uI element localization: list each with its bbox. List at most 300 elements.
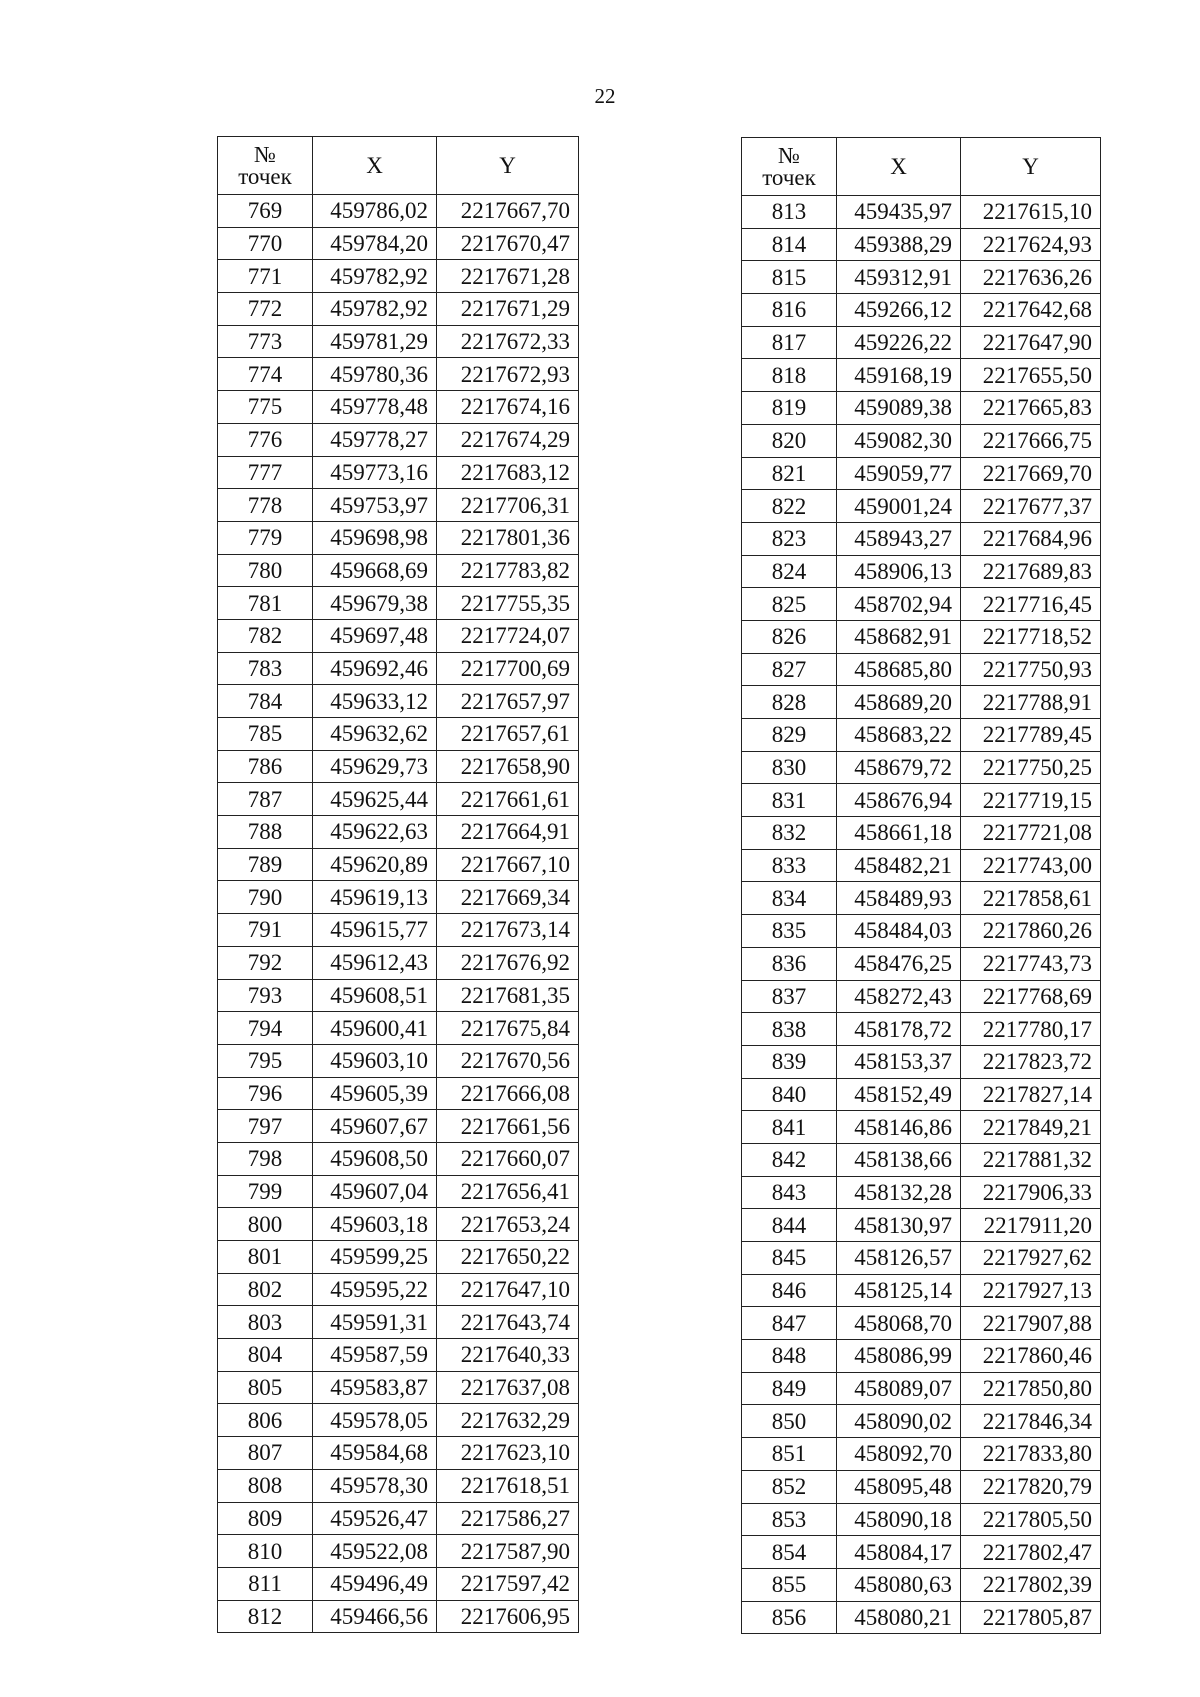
point-number-cell: 790 — [218, 881, 313, 914]
x-coordinate-cell: 459595,22 — [313, 1273, 437, 1306]
point-number-cell: 848 — [742, 1340, 837, 1373]
table-row — [218, 619, 579, 652]
point-number-cell: 769 — [218, 195, 313, 228]
y-coordinate-cell: 2217647,10 — [437, 1273, 579, 1306]
y-coordinate-cell: 2217676,92 — [437, 946, 579, 979]
header-row — [218, 137, 579, 195]
header-point-number — [218, 137, 313, 195]
table-row — [218, 1469, 579, 1502]
point-number-cell: 785 — [218, 718, 313, 751]
y-coordinate-cell: 2217637,08 — [437, 1371, 579, 1404]
table-row — [742, 1143, 1101, 1176]
point-number-cell: 837 — [742, 980, 837, 1013]
x-coordinate-cell: 459312,91 — [837, 261, 961, 294]
point-number-cell: 803 — [218, 1306, 313, 1339]
x-coordinate-cell: 459629,73 — [313, 750, 437, 783]
table-row — [218, 816, 579, 849]
y-coordinate-cell: 2217788,91 — [961, 686, 1101, 719]
x-coordinate-cell: 459620,89 — [313, 848, 437, 881]
table-row — [742, 1307, 1101, 1340]
table-row — [742, 424, 1101, 457]
table-row — [742, 1111, 1101, 1144]
y-coordinate-cell: 2217700,69 — [437, 652, 579, 685]
y-coordinate-cell: 2217642,68 — [961, 294, 1101, 327]
point-number-cell: 806 — [218, 1404, 313, 1437]
x-coordinate-cell: 458132,28 — [837, 1176, 961, 1209]
point-number-cell: 793 — [218, 979, 313, 1012]
point-number-cell: 809 — [218, 1502, 313, 1535]
y-coordinate-cell: 2217846,34 — [961, 1405, 1101, 1438]
y-coordinate-cell: 2217618,51 — [437, 1469, 579, 1502]
y-coordinate-cell: 2217665,83 — [961, 392, 1101, 425]
x-coordinate-cell: 458089,07 — [837, 1372, 961, 1405]
x-coordinate-cell: 458086,99 — [837, 1340, 961, 1373]
point-number-cell: 855 — [742, 1568, 837, 1601]
table-row — [742, 555, 1101, 588]
point-number-cell: 784 — [218, 685, 313, 718]
point-number-cell: 788 — [218, 816, 313, 849]
table-row — [218, 1404, 579, 1437]
point-number-cell: 815 — [742, 261, 837, 294]
table-row — [742, 196, 1101, 229]
table-row — [742, 980, 1101, 1013]
y-coordinate-cell: 2217927,62 — [961, 1242, 1101, 1275]
y-coordinate-cell: 2217650,22 — [437, 1241, 579, 1274]
table-row — [218, 1371, 579, 1404]
point-number-cell: 817 — [742, 326, 837, 359]
x-coordinate-cell: 459612,43 — [313, 946, 437, 979]
x-coordinate-cell: 459526,47 — [313, 1502, 437, 1535]
y-coordinate-cell: 2217907,88 — [961, 1307, 1101, 1340]
table-row — [742, 392, 1101, 425]
table-row — [218, 1339, 579, 1372]
x-coordinate-cell: 459001,24 — [837, 490, 961, 523]
point-number-cell: 852 — [742, 1470, 837, 1503]
point-number-cell: 836 — [742, 947, 837, 980]
y-coordinate-cell: 2217671,29 — [437, 293, 579, 326]
point-number-cell: 846 — [742, 1274, 837, 1307]
point-number-cell: 831 — [742, 784, 837, 817]
point-number-cell: 828 — [742, 686, 837, 719]
x-coordinate-cell: 459168,19 — [837, 359, 961, 392]
x-coordinate-cell: 459583,87 — [313, 1371, 437, 1404]
table-row — [218, 456, 579, 489]
table-row — [742, 1568, 1101, 1601]
x-coordinate-cell: 459619,13 — [313, 881, 437, 914]
y-coordinate-cell: 2217597,42 — [437, 1567, 579, 1600]
y-coordinate-cell: 2217827,14 — [961, 1078, 1101, 1111]
x-coordinate-cell: 459781,29 — [313, 325, 437, 358]
header-x: X — [837, 138, 961, 196]
y-coordinate-cell: 2217664,91 — [437, 816, 579, 849]
y-coordinate-cell: 2217675,84 — [437, 1012, 579, 1045]
x-coordinate-cell: 458153,37 — [837, 1045, 961, 1078]
y-coordinate-cell: 2217661,56 — [437, 1110, 579, 1143]
point-number-cell: 792 — [218, 946, 313, 979]
table-row — [742, 1340, 1101, 1373]
table-row — [742, 1438, 1101, 1471]
point-number-cell: 779 — [218, 521, 313, 554]
header-number-sign: № — [254, 141, 276, 167]
x-coordinate-cell: 458178,72 — [837, 1013, 961, 1046]
y-coordinate-cell: 2217658,90 — [437, 750, 579, 783]
y-coordinate-cell: 2217677,37 — [961, 490, 1101, 523]
y-coordinate-cell: 2217669,34 — [437, 881, 579, 914]
x-coordinate-cell: 458146,86 — [837, 1111, 961, 1144]
point-number-cell: 796 — [218, 1077, 313, 1110]
table-row — [742, 1601, 1101, 1634]
table-row — [742, 784, 1101, 817]
point-number-cell: 818 — [742, 359, 837, 392]
x-coordinate-cell: 459773,16 — [313, 456, 437, 489]
x-coordinate-cell: 458676,94 — [837, 784, 961, 817]
x-coordinate-cell: 459578,05 — [313, 1404, 437, 1437]
table-row — [218, 423, 579, 456]
table-row — [218, 718, 579, 751]
table-row — [218, 521, 579, 554]
x-coordinate-cell: 459679,38 — [313, 587, 437, 620]
x-coordinate-cell: 459605,39 — [313, 1077, 437, 1110]
table-row — [742, 1242, 1101, 1275]
x-coordinate-cell: 459059,77 — [837, 457, 961, 490]
y-coordinate-cell: 2217655,50 — [961, 359, 1101, 392]
y-coordinate-cell: 2217743,73 — [961, 947, 1101, 980]
point-number-cell: 782 — [218, 619, 313, 652]
table-row — [218, 1044, 579, 1077]
point-number-cell: 794 — [218, 1012, 313, 1045]
point-number-cell: 813 — [742, 196, 837, 229]
y-coordinate-cell: 2217674,16 — [437, 391, 579, 424]
table-row — [742, 359, 1101, 392]
table-row — [218, 946, 579, 979]
header-number-sign: № — [778, 142, 800, 168]
point-number-cell: 856 — [742, 1601, 837, 1634]
x-coordinate-cell: 458702,94 — [837, 588, 961, 621]
table-row — [218, 914, 579, 947]
y-coordinate-cell: 2217673,14 — [437, 914, 579, 947]
y-coordinate-cell: 2217906,33 — [961, 1176, 1101, 1209]
y-coordinate-cell: 2217606,95 — [437, 1600, 579, 1633]
point-number-cell: 780 — [218, 554, 313, 587]
y-coordinate-cell: 2217724,07 — [437, 619, 579, 652]
y-coordinate-cell: 2217755,35 — [437, 587, 579, 620]
x-coordinate-cell: 459780,36 — [313, 358, 437, 391]
table-row — [218, 587, 579, 620]
point-number-cell: 847 — [742, 1307, 837, 1340]
point-number-cell: 829 — [742, 719, 837, 752]
y-coordinate-cell: 2217823,72 — [961, 1045, 1101, 1078]
point-number-cell: 798 — [218, 1142, 313, 1175]
table-row — [218, 1437, 579, 1470]
x-coordinate-cell: 459753,97 — [313, 489, 437, 522]
x-coordinate-cell: 458682,91 — [837, 620, 961, 653]
x-coordinate-cell: 459266,12 — [837, 294, 961, 327]
table-row — [742, 1470, 1101, 1503]
point-number-cell: 805 — [218, 1371, 313, 1404]
point-number-cell: 851 — [742, 1438, 837, 1471]
point-number-cell: 830 — [742, 751, 837, 784]
point-number-cell: 789 — [218, 848, 313, 881]
x-coordinate-cell: 459600,41 — [313, 1012, 437, 1045]
x-coordinate-cell: 459698,98 — [313, 521, 437, 554]
y-coordinate-cell: 2217615,10 — [961, 196, 1101, 229]
x-coordinate-cell: 459599,25 — [313, 1241, 437, 1274]
table-row — [218, 227, 579, 260]
y-coordinate-cell: 2217802,39 — [961, 1568, 1101, 1601]
x-coordinate-cell: 459607,04 — [313, 1175, 437, 1208]
point-number-cell: 807 — [218, 1437, 313, 1470]
header-points-word: точек — [762, 164, 816, 190]
y-coordinate-cell: 2217858,61 — [961, 882, 1101, 915]
table-row — [742, 719, 1101, 752]
table-row — [218, 358, 579, 391]
table-row — [218, 848, 579, 881]
point-number-cell: 799 — [218, 1175, 313, 1208]
coordinates-table-right — [741, 137, 1101, 1634]
y-coordinate-cell: 2217587,90 — [437, 1535, 579, 1568]
x-coordinate-cell: 459603,18 — [313, 1208, 437, 1241]
point-number-cell: 777 — [218, 456, 313, 489]
table-row — [742, 261, 1101, 294]
x-coordinate-cell: 458906,13 — [837, 555, 961, 588]
y-coordinate-cell: 2217805,50 — [961, 1503, 1101, 1536]
table-row — [218, 554, 579, 587]
table-row — [742, 915, 1101, 948]
x-coordinate-cell: 459591,31 — [313, 1306, 437, 1339]
table-row — [218, 1175, 579, 1208]
table-row — [218, 1535, 579, 1568]
y-coordinate-cell: 2217750,25 — [961, 751, 1101, 784]
y-coordinate-cell: 2217801,36 — [437, 521, 579, 554]
header-row — [742, 138, 1101, 196]
x-coordinate-cell: 459625,44 — [313, 783, 437, 816]
x-coordinate-cell: 458095,48 — [837, 1470, 961, 1503]
point-number-cell: 819 — [742, 392, 837, 425]
x-coordinate-cell: 458661,18 — [837, 817, 961, 850]
point-number-cell: 795 — [218, 1044, 313, 1077]
y-coordinate-cell: 2217689,83 — [961, 555, 1101, 588]
y-coordinate-cell: 2217681,35 — [437, 979, 579, 1012]
table-row — [218, 1567, 579, 1600]
table-row — [742, 588, 1101, 621]
y-coordinate-cell: 2217661,61 — [437, 783, 579, 816]
table-row — [218, 1142, 579, 1175]
x-coordinate-cell: 459082,30 — [837, 424, 961, 457]
y-coordinate-cell: 2217860,46 — [961, 1340, 1101, 1373]
point-number-cell: 832 — [742, 817, 837, 850]
table-row — [218, 750, 579, 783]
y-coordinate-cell: 2217683,12 — [437, 456, 579, 489]
x-coordinate-cell: 459668,69 — [313, 554, 437, 587]
y-coordinate-cell: 2217849,21 — [961, 1111, 1101, 1144]
y-coordinate-cell: 2217750,93 — [961, 653, 1101, 686]
table-row — [218, 652, 579, 685]
table-row — [742, 882, 1101, 915]
table-row — [218, 685, 579, 718]
table-row — [742, 1013, 1101, 1046]
x-coordinate-cell: 459778,48 — [313, 391, 437, 424]
x-coordinate-cell: 459089,38 — [837, 392, 961, 425]
point-number-cell: 770 — [218, 227, 313, 260]
point-number-cell: 802 — [218, 1273, 313, 1306]
point-number-cell: 787 — [218, 783, 313, 816]
x-coordinate-cell: 458272,43 — [837, 980, 961, 1013]
x-coordinate-cell: 458685,80 — [837, 653, 961, 686]
y-coordinate-cell: 2217667,70 — [437, 195, 579, 228]
table-row — [742, 457, 1101, 490]
point-number-cell: 811 — [218, 1567, 313, 1600]
y-coordinate-cell: 2217647,90 — [961, 326, 1101, 359]
table-row — [218, 1077, 579, 1110]
point-number-cell: 820 — [742, 424, 837, 457]
table-row — [742, 326, 1101, 359]
y-coordinate-cell: 2217743,00 — [961, 849, 1101, 882]
point-number-cell: 824 — [742, 555, 837, 588]
x-coordinate-cell: 459226,22 — [837, 326, 961, 359]
y-coordinate-cell: 2217881,32 — [961, 1143, 1101, 1176]
x-coordinate-cell: 459632,62 — [313, 718, 437, 751]
x-coordinate-cell: 459578,30 — [313, 1469, 437, 1502]
y-coordinate-cell: 2217927,13 — [961, 1274, 1101, 1307]
table-row — [742, 1209, 1101, 1242]
table-row — [742, 1078, 1101, 1111]
y-coordinate-cell: 2217666,75 — [961, 424, 1101, 457]
y-coordinate-cell: 2217640,33 — [437, 1339, 579, 1372]
y-coordinate-cell: 2217802,47 — [961, 1536, 1101, 1569]
point-number-cell: 827 — [742, 653, 837, 686]
x-coordinate-cell: 459522,08 — [313, 1535, 437, 1568]
y-coordinate-cell: 2217860,26 — [961, 915, 1101, 948]
y-coordinate-cell: 2217684,96 — [961, 522, 1101, 555]
x-coordinate-cell: 458482,21 — [837, 849, 961, 882]
x-coordinate-cell: 458683,22 — [837, 719, 961, 752]
point-number-cell: 816 — [742, 294, 837, 327]
x-coordinate-cell: 458130,97 — [837, 1209, 961, 1242]
table-row — [742, 751, 1101, 784]
point-number-cell: 849 — [742, 1372, 837, 1405]
table-row — [742, 1274, 1101, 1307]
table-row — [742, 817, 1101, 850]
table-row — [742, 620, 1101, 653]
point-number-cell: 825 — [742, 588, 837, 621]
point-number-cell: 835 — [742, 915, 837, 948]
point-number-cell: 800 — [218, 1208, 313, 1241]
point-number-cell: 773 — [218, 325, 313, 358]
y-coordinate-cell: 2217719,15 — [961, 784, 1101, 817]
table-row — [742, 1176, 1101, 1209]
table-row — [218, 1241, 579, 1274]
point-number-cell: 778 — [218, 489, 313, 522]
y-coordinate-cell: 2217657,97 — [437, 685, 579, 718]
point-number-cell: 833 — [742, 849, 837, 882]
table-row — [742, 522, 1101, 555]
x-coordinate-cell: 458092,70 — [837, 1438, 961, 1471]
point-number-cell: 834 — [742, 882, 837, 915]
y-coordinate-cell: 2217820,79 — [961, 1470, 1101, 1503]
y-coordinate-cell: 2217674,29 — [437, 423, 579, 456]
x-coordinate-cell: 459435,97 — [837, 196, 961, 229]
y-coordinate-cell: 2217669,70 — [961, 457, 1101, 490]
header-points-word: точек — [238, 163, 292, 189]
point-number-cell: 826 — [742, 620, 837, 653]
table-row — [742, 653, 1101, 686]
point-number-cell: 823 — [742, 522, 837, 555]
table-row — [742, 1536, 1101, 1569]
header-y: Y — [961, 138, 1101, 196]
y-coordinate-cell: 2217660,07 — [437, 1142, 579, 1175]
table-row — [742, 1372, 1101, 1405]
table-row — [742, 1045, 1101, 1078]
point-number-cell: 838 — [742, 1013, 837, 1046]
y-coordinate-cell: 2217670,56 — [437, 1044, 579, 1077]
x-coordinate-cell: 459782,92 — [313, 293, 437, 326]
x-coordinate-cell: 459633,12 — [313, 685, 437, 718]
y-coordinate-cell: 2217671,28 — [437, 260, 579, 293]
x-coordinate-cell: 459587,59 — [313, 1339, 437, 1372]
y-coordinate-cell: 2217911,20 — [961, 1209, 1101, 1242]
x-coordinate-cell: 458138,66 — [837, 1143, 961, 1176]
table-row — [218, 1306, 579, 1339]
x-coordinate-cell: 459466,56 — [313, 1600, 437, 1633]
point-number-cell: 844 — [742, 1209, 837, 1242]
point-number-cell: 841 — [742, 1111, 837, 1144]
point-number-cell: 797 — [218, 1110, 313, 1143]
header-point-number — [742, 138, 837, 196]
x-coordinate-cell: 459778,27 — [313, 423, 437, 456]
x-coordinate-cell: 459622,63 — [313, 816, 437, 849]
y-coordinate-cell: 2217657,61 — [437, 718, 579, 751]
table-row — [742, 686, 1101, 719]
x-coordinate-cell: 459692,46 — [313, 652, 437, 685]
point-number-cell: 775 — [218, 391, 313, 424]
point-number-cell: 774 — [218, 358, 313, 391]
y-coordinate-cell: 2217805,87 — [961, 1601, 1101, 1634]
table-row — [218, 783, 579, 816]
table-row — [742, 294, 1101, 327]
y-coordinate-cell: 2217716,45 — [961, 588, 1101, 621]
x-coordinate-cell: 458152,49 — [837, 1078, 961, 1111]
y-coordinate-cell: 2217643,74 — [437, 1306, 579, 1339]
y-coordinate-cell: 2217656,41 — [437, 1175, 579, 1208]
table-row — [218, 391, 579, 424]
x-coordinate-cell: 459782,92 — [313, 260, 437, 293]
header-x: X — [313, 137, 437, 195]
header-y: Y — [437, 137, 579, 195]
table-row — [218, 260, 579, 293]
y-coordinate-cell: 2217789,45 — [961, 719, 1101, 752]
point-number-cell: 810 — [218, 1535, 313, 1568]
y-coordinate-cell: 2217670,47 — [437, 227, 579, 260]
table-row — [742, 228, 1101, 261]
point-number-cell: 822 — [742, 490, 837, 523]
x-coordinate-cell: 458943,27 — [837, 522, 961, 555]
x-coordinate-cell: 459584,68 — [313, 1437, 437, 1470]
y-coordinate-cell: 2217667,10 — [437, 848, 579, 881]
x-coordinate-cell: 458068,70 — [837, 1307, 961, 1340]
x-coordinate-cell: 458126,57 — [837, 1242, 961, 1275]
page-number: 22 — [594, 84, 616, 108]
x-coordinate-cell: 459603,10 — [313, 1044, 437, 1077]
point-number-cell: 845 — [742, 1242, 837, 1275]
y-coordinate-cell: 2217783,82 — [437, 554, 579, 587]
table-row — [218, 1012, 579, 1045]
x-coordinate-cell: 459496,49 — [313, 1567, 437, 1600]
y-coordinate-cell: 2217653,24 — [437, 1208, 579, 1241]
y-coordinate-cell: 2217721,08 — [961, 817, 1101, 850]
x-coordinate-cell: 458484,03 — [837, 915, 961, 948]
point-number-cell: 781 — [218, 587, 313, 620]
y-coordinate-cell: 2217666,08 — [437, 1077, 579, 1110]
